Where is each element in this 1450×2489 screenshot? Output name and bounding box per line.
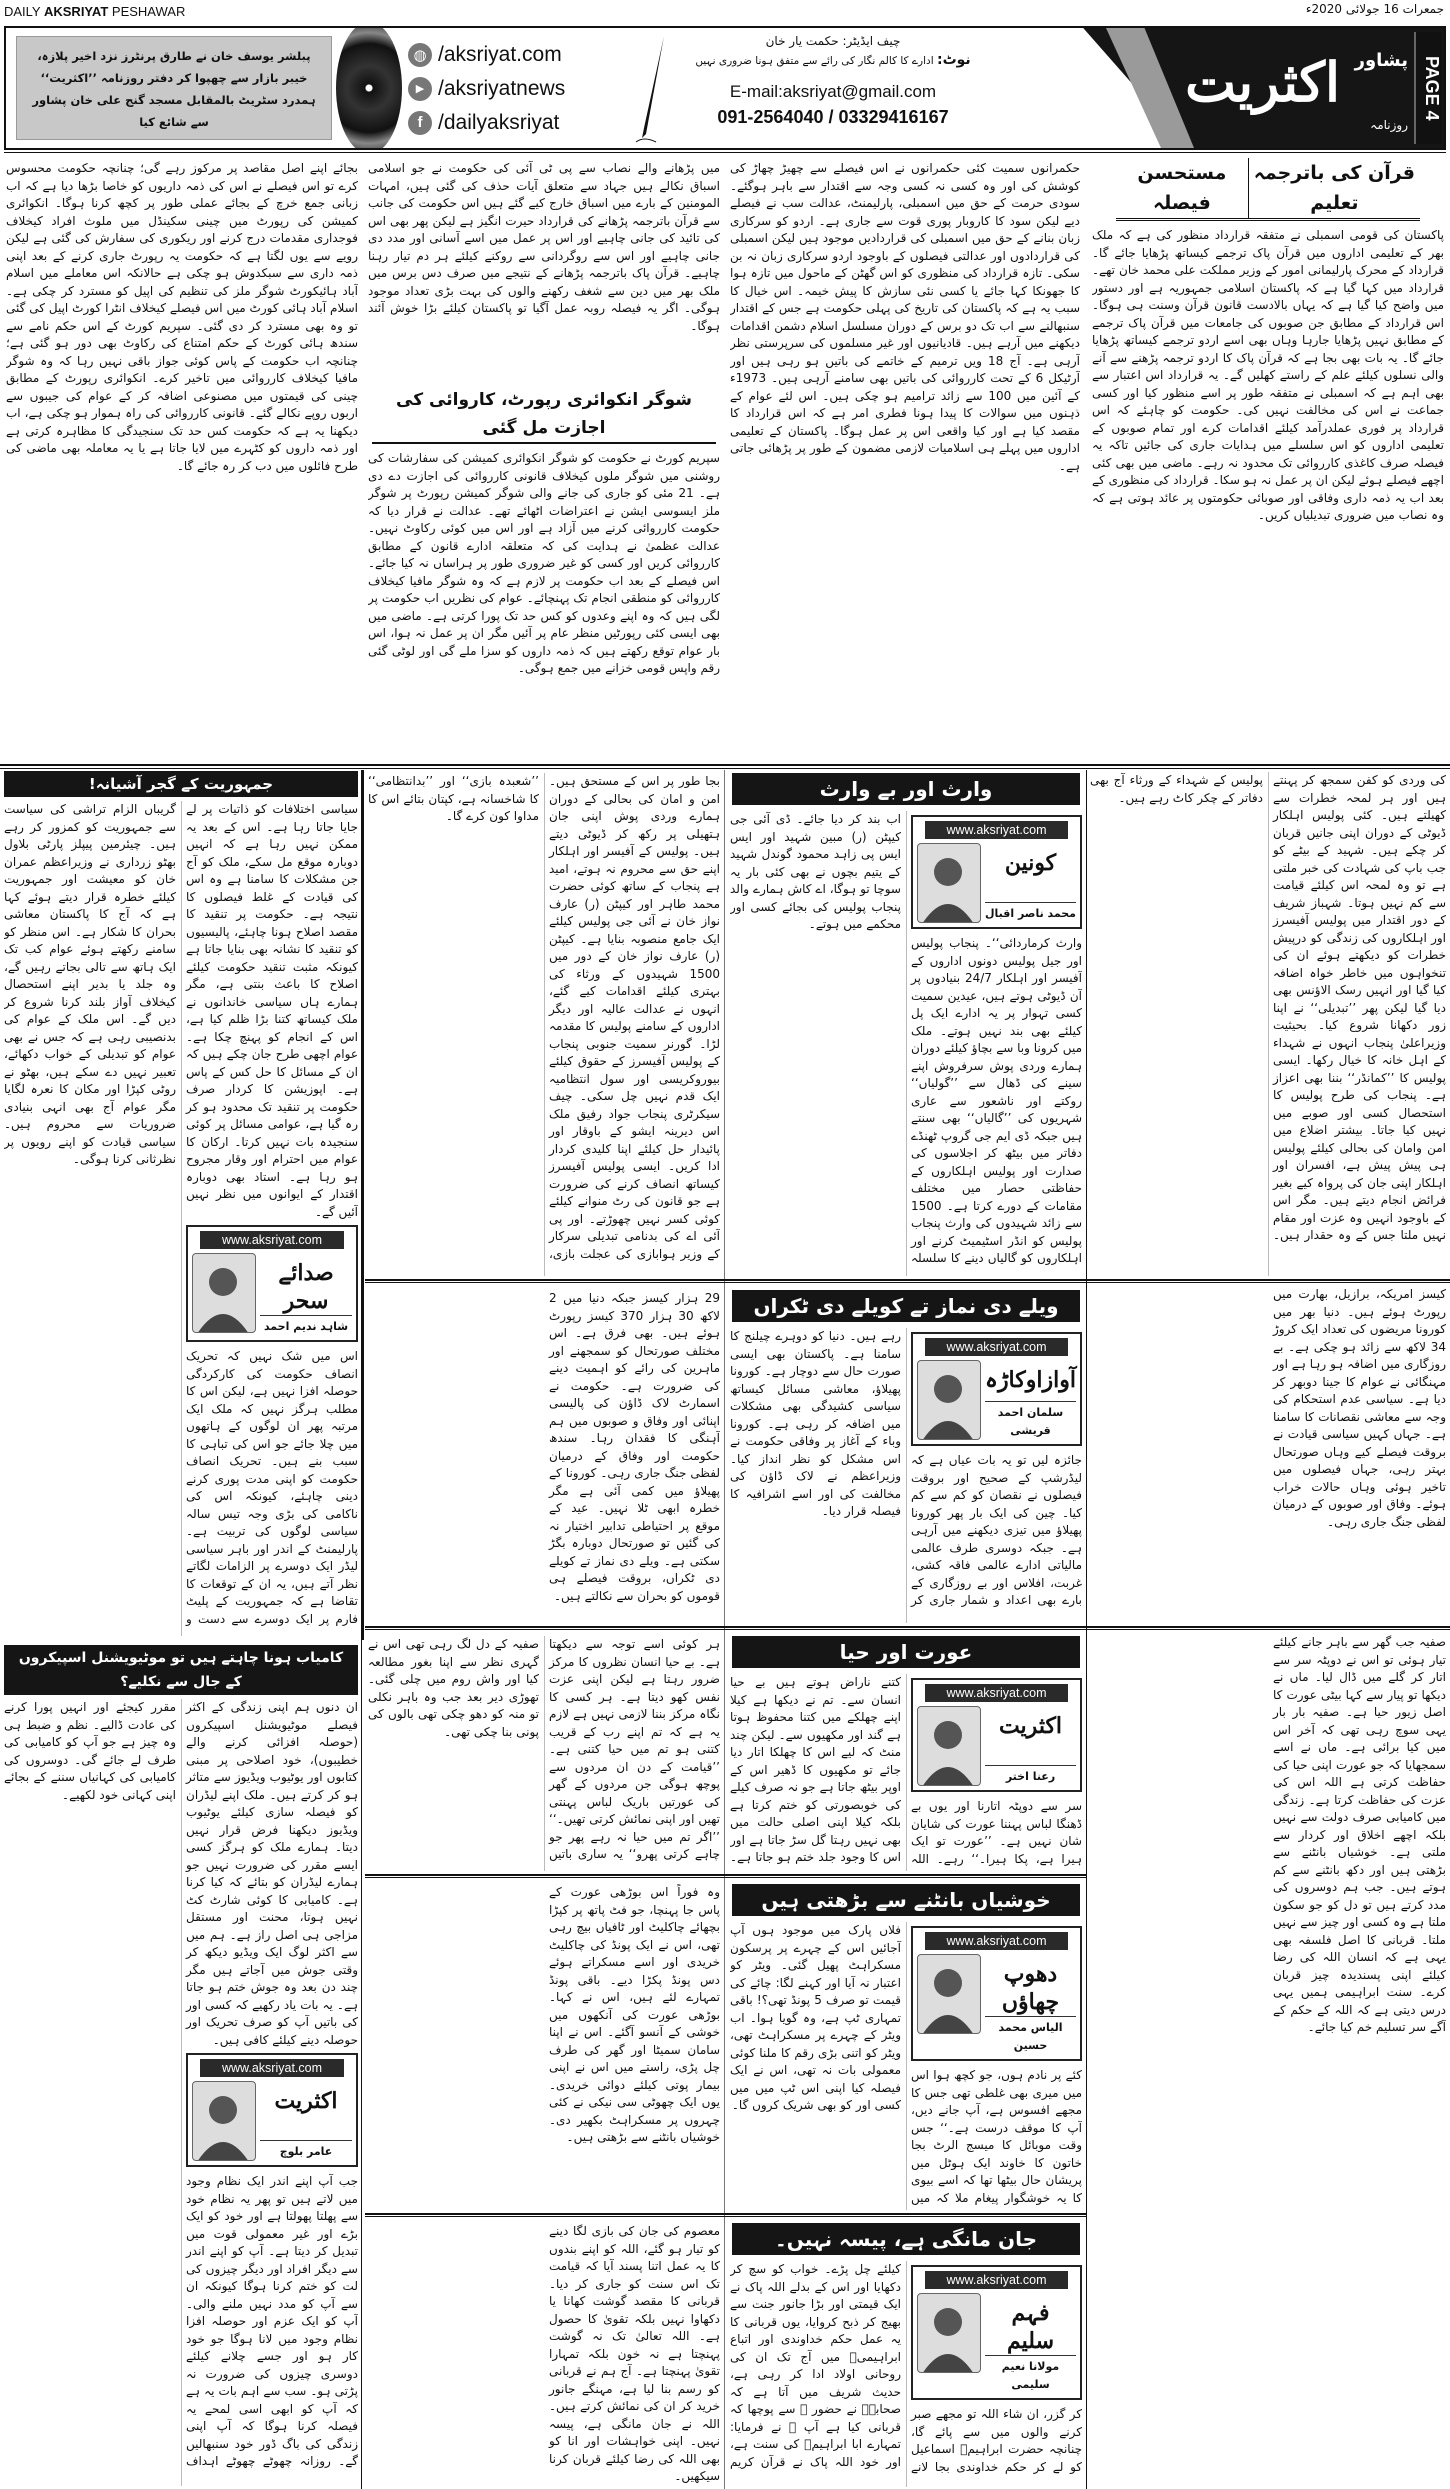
top-bar [0, 0, 1450, 22]
divider [365, 1279, 1450, 1283]
logo-prefix: روزنامہ [1370, 118, 1408, 132]
phone-numbers: 091-2564040 / 03329416167 [717, 107, 949, 127]
author-name: رعنا اختر [985, 1765, 1076, 1786]
article-continuation: وہ فوراً اس بوڑھی عورت کے پاس جا پہنچا، جو فٹ پاتھ پر کپڑا بچھائے چاکلیٹ اور ٹافیاں بیچ رہی تھی، اس نے ایک پونڈ کی چاکلیٹ خریدی اور اسے مسکراتے ہوئے دس پونڈ پکڑا دیے۔ باقی پونڈ تمہارے لئے ہیں، اس نے کہا۔ بوڑھی عورت کی آنکھوں میں خوشی کے آنسو آگئے۔ اس نے اپنا سامان سمیٹا اور گھر کی طرف چل پڑی، راستے میں اس نے اپنی بیمار پوتی کیلئے دوائی خریدی۔ یوں ایک چھوٹی سی نیکی نے کئی چہروں پر مسکراہٹ بکھیر دی۔ خوشیاں بانٹنے سے بڑھتی ہیں۔ [549, 1885, 720, 2144]
column-heading: کامیاب ہونا چاہتے ہیں تو موٹیویشنل اسپیکروں کے جال سے نکلیے؟ [4, 1645, 358, 1695]
author-box: www.aksriyat.com صدائے سحر شاہد ندیم احمد [186, 1225, 358, 1342]
paper-title: DAILY AKSRIYAT PESHAWAR [4, 4, 186, 19]
pen-icon [606, 34, 666, 146]
logo-city: پشاور [1354, 50, 1408, 71]
author-photo [192, 2081, 256, 2161]
publisher-info: پبلشر یوسف خان نے طارق پرنٹرز نزد اخیر پلازہ، خیبر بازار سے چھپوا کر دفتر روزنامہ ’’اکثریت‘‘ ہمدرد سٹریٹ بالمقابل مسجد گنج علی خان پشاور سے شائع کیا [16, 36, 332, 140]
column-heading: خوشیاں بانٹنے سے بڑھتی ہیں [732, 1884, 1080, 1916]
article-democracy: سیاسی اختلافات کو ذاتیات پر لے جایا جاتا رہا ہے۔ اس کے بعد یہ ممکن نہیں رہا ہے کہ انہیں دوبارہ موقع مل سکے، ملک کو آج جن مشکلات کا سامنا ہے وہ اس کی قیادت کے غلط فیصلوں کا نتیجہ ہے۔ حکومت پر تنقید کا مقصد اصلاح ہونا چاہئے، پالیسیوں کو تنقید کا نشانہ بھی بنایا جاتا ہے کیونکہ مثبت تنقید حکومت کیلئے اصلاح کا باعث بنتی ہے، مگر ہمارے ہاں سیاسی خاندانوں نے ملک کیساتھ کتنا بڑا ظلم کیا ہے، اس کے انجام کو پہنچ چکا ہے۔ عوام اچھی طرح جان چکے ہیں کہ ان کے مسائل کا حل کس کے پاس ہے۔ اپوزیشن کا کردار صرف حکومت پر تنقید تک محدود ہو کر رہ گیا ہے، عوامی مسائل پر کوئی سنجیدہ بات نہیں کرتا۔ ارکان کا عوام میں احترام اور وقار مجروح ہو رہا ہے۔ استاد بھی دوبارہ اقتدار کے ایوانوں میں نظر نہیں آئیں گے۔ www.aksriyat.com صدائے سحر شاہد ندیم احمد اس میں شک نہیں کہ تحریک انصاف حکومت کی کارکردگی حوصلہ افزا نہیں ہے، لیکن اس کا مطلب ہرگز نہیں کہ ملک ایک مرتبہ پھر ان لوگوں کے ہاتھوں میں چلا جائے جو اس کی تباہی کا سبب بنے ہیں۔ تحریک انصاف حکومت کو اپنی مدت پوری کرنے دینی چاہئے، کیونکہ اس کی ناکامی کی بڑی وجہ تیس سالہ سیاسی لوگوں کی تربیت ہے۔ پارلیمنٹ کے اندر اور باہر سیاسی لیڈر ایک دوسرے پر الزامات لگاتے نظر آتے ہیں، یہ ان کے توقعات کا تقاضا ہے کہ جمہوریت کے پلیٹ فارم پر ایک دوسرے سے دست و گریباں الزام تراشی کی سیاست سے جمہوریت کو کمزور کر رہے ہیں۔ چیئرمین پیپلز پارٹی بلاول بھٹو زرداری نے وزیراعظم عمران خان کو معیشت اور جمہوریت کیلئے خطرہ قرار دیتے ہوئے کہا ہے کہ آج کا پاکستان معاشی بحران کا شکار ہے۔ اس منظر کو سامنے رکھتے ہوئے عوام کب تک ایک ہاتھ سے تالی بجاتے رہیں گے، وہ جلد یا بدیر اپنے استحصال کیخلاف آواز بلند کرنا شروع کر دیں گے۔ اس ملک کے عوام کی بدنصیبی رہی ہے کہ جس نے بھی عوام کو تبدیلی کے خواب دکھائے، تعبیر نہیں دے سکے ہیں، بھٹو نے روٹی کپڑا اور مکان کا نعرہ لگایا مگر عوام آج بھی انہی بنیادی ضروریات سے محروم ہیں۔ سیاسی قیادت کو اپنے رویوں پر نظرثانی کرنا ہوگی۔ [4, 802, 358, 1626]
article-continued: صفیہ جب گھر سے باہر جانے کیلئے تیار ہوئی تو اس نے دوپٹہ سر سے اتار کر گلے میں ڈال لیا۔ ماں نے دیکھا تو پیار سے کہا بیٹی عورت کا اصل زیور حیا ہے۔ صفیہ بار بار یہی سوچ رہی تھی کہ آخر اس میں کیا برائی ہے۔ ماں نے اسے سمجھایا کہ جو عورت اپنی حیا کی حفاظت کرتی ہے اللہ اس کی عزت کی حفاظت کرتا ہے۔ زندگی میں کامیابی صرف دولت سے نہیں بلکہ اچھے اخلاق اور کردار سے ملتی ہے۔ خوشیاں بانٹنے سے بڑھتی ہیں اور دکھ بانٹنے سے کم ہوتے ہیں۔ جب ہم دوسروں کی مدد کرتے ہیں تو دل کو جو سکون ملتا ہے وہ کسی اور چیز سے نہیں ملتا۔ قربانی کا اصل فلسفہ بھی یہی ہے کہ انسان اللہ کی رضا کیلئے اپنی پسندیدہ چیز قربان کرے۔ سنت ابراہیمی ہمیں یہی درس دیتی ہے کہ اللہ کے حکم کے آگے سر تسلیم خم کیا جائے۔ [1273, 1635, 1446, 2034]
editorial-column-2: حکمرانوں سمیت کئی حکمرانوں نے اس فیصلے سے چھیڑ چھاڑ کی کوشش کی اور وہ کسی نہ کسی وجہ سے اقتدار سے باہر ہوگئے۔ سودی حرمت کے حق میں اسمبلی، پارلیمنٹ، عدالت سب نے فیصلے دیے لیکن سود کا کاروبار پوری قوت سے جاری ہے۔ اردو کو سرکاری زبان بنانے کے حق میں اسمبلی کی قراردادیں موجود ہیں لیکن اسمبلی کی قراردادوں اور عدالتی فیصلوں کے باوجود اردو سرکاری زبان نہ بن سکی۔ تازہ قرارداد کی منظوری کو اس گھٹن کے ماحول میں تازہ ہوا کا جھونکا کہا جائے یا کسی نئی سازش کا پیش خیمہ۔ اس خیال کا سبب یہ ہے کہ پاکستان کی تاریخ کی پہلی حکومت ہے جس کے اقتدار سنبھالنے سے اب تک دو برس کے دوران مسلسل اسلام دشمن اقدامات دیکھنے میں آرہے ہیں۔ قادیانیوں اور غیر مسلموں کی سرپرستی نظر آرہی ہے۔ آج 18 ویں ترمیم کے خاتمے کی باتیں ہو رہی ہیں اور آرٹیکل 6 کے تحت کارروائی کی باتیں بھی سامنے آرہی ہیں۔ 1973ء کے آئین میں 100 سے زائد ترامیم ہو چکی ہیں۔ اس لئے عوام کے ذہنوں میں سوالات کا پیدا ہونا فطری امر ہے کہ اس قرارداد کا مقصد کیا ہے اور کیا واقعی اس پر عمل ہوگا۔ پاکستان کے تعلیمی اداروں میں پہلے ہی اسلامیات لازمی مضمون کے طور پر پڑھائی جاتی ہے۔ [730, 161, 1080, 473]
masthead [4, 26, 1446, 150]
author-photo [917, 843, 981, 923]
author-photo [917, 1706, 981, 1786]
article-part: www.aksriyat.com دھوپ چھاؤں الیاس محمد حسین کئے پر نادم ہوں، جو کچھ ہوا اس میں میری بھی غلطی تھی جس کا مجھے افسوس ہے، آپ جانے دیں، آپ کا موقف درست ہے۔‘‘ جس وقت موبائل کا میسج الرٹ بجا خاتون کا خاوند ایک ہوٹل میں پریشان حال بیٹھا تھا کہ اسے بیوی کا یہ خوشگوار پیغام ملا کہ میں فلاں پارک میں موجود ہوں آپ آجائیں اس کے چہرے پر پرسکون مسکراہٹ پھیل گئی۔ ویٹر کو اعتبار نہ آیا اور کہنے لگا: چائے کی قیمت تو صرف 5 پونڈ تھی؟! باقی تمہاری ٹپ ہے، وہ گویا ہوا۔ اب ویٹر کے چہرے پر مسکراہٹ تھی، ویٹر کو اتنی بڑی رقم کا ملنا کوئی معمولی بات نہ تھی، اس نے ایک فیصلہ کیا اپنی اس ٹپ میں میں کسی اور کو بھی شریک کروں گا۔ [730, 1923, 1082, 2205]
author-column-name: فہم سلیم [1007, 2300, 1054, 2354]
column-heading: جمہوریت کے گجر آشیانہ! [4, 771, 358, 797]
article-part: www.aksriyat.com فہم سلیم مولانا نعیم سلیمی کر گزر، ان شاء اللہ تو مجھے صبر کرنے والوں میں سے پائے گا، چنانچہ حضرت ابراہیمؑ اسماعیل کو لے کر حکم خداوندی بجا لانے کیلئے چل پڑے۔ خواب کو سچ کر دکھایا اور اس کے بدلے اللہ پاک نے ایک قیمتی اور بڑا جانور جنت سے بھیج کر ذبح کروایا، یوں قربانی کا یہ عمل حکم خداوندی اور اتباع ابراہیمیؑ میں آج تک ان کی روحانی اولاد ادا کر رہی ہے، حدیث شریف میں آتا ہے کہ صحابہؓ نے حضور ﷺ سے پوچھا کہ قربانی کیا ہے آپ ﷺ نے فرمایا: تمہارے ابا ابراہیمؑ کی سنت ہے، اور خود اللہ پاک نے قرآن کریم [730, 2262, 1082, 2474]
editorial-column-1: پاکستان کی قومی اسمبلی نے متفقہ قرارداد منظور کی ہے کہ ملک بھر کے تعلیمی اداروں میں قرآن پاک ترجمے کیساتھ پڑھایا جائے گا۔ قرارداد کے محرک پارلیمانی امور کے وزیر مملکت علی محمد خان تھے۔ قرارداد میں کہا گیا ہے کہ پاکستان اسلامی جمہوریہ ہے اور دستور میں واضح کیا گیا ہے کہ یہاں بالادست قانون قرآن وسنت ہی ہوگا۔ اس قرارداد کے مطابق جن صوبوں کی جامعات میں قرآن پاک ترجمے کے مطابق نہیں پڑھایا جارہا وہاں بھی اسے اردو ترجمے کیساتھ پڑھایا جائے گا۔ یہ بات بھی بجا ہے کہ قرآن پاک کا اردو ترجمہ پڑھنے سے آنے والی نسلوں کیلئے علم کے راستے کھلیں گے۔ یہ قرارداد اس اعتبار سے بھی اہم ہے کہ اسمبلی نے متفقہ طور پر اسے منظور کیا اور کسی جماعت نے اس کی مخالفت نہیں کی۔ حکومت کو چاہئے کہ اس قرارداد پر فوری عملدرآمد کیلئے اقدامات کرے اور تمام صوبوں کے تعلیمی اداروں کو اس سلسلے میں ہدایات جاری کی جائیں تاکہ یہ فیصلہ صرف کاغذی کارروائی تک محدود نہ رہے۔ ماضی میں بھی کئی اچھے فیصلے ہوئے لیکن ان پر عمل نہ ہو سکا۔ قرارداد کی منظوری کے بعد اب یہ ذمہ داری وفاقی اور صوبائی حکومتوں پر عائد ہوتی ہے کہ وہ نصاب میں ضروری تبدیلیاں کریں۔ [1092, 228, 1444, 522]
social-web: ◍ /aksriyat.com [408, 38, 604, 72]
issue-date: جمعرات 16 جولائی 2020ء [1305, 2, 1444, 16]
decorative-disc [336, 26, 402, 150]
article-part: www.aksriyat.com آوازاوکاڑہ سلمان احمد قریشی جائزہ لیں تو یہ بات عیاں ہے کہ لیڈرشپ کے صحیح اور بروقت فیصلوں نے نقصان کو کم سے کم کیا۔ چین کی ایک بار پھر کورونا پھیلاؤ میں تیزی دیکھنے میں آرہی ہے۔ جبکہ دوسری طرف عالمی مالیاتی ادارے عالمی فاقہ کشی، غربت، افلاس اور بے روزگاری کے بارے بھی اعداد و شمار جاری کر رہے ہیں۔ دنیا کو دوہرے چیلنج کا سامنا ہے۔ پاکستان بھی ایسی صورت حال سے دوچار ہے۔ کورونا پھیلاؤ، معاشی مسائل کیساتھ سیاسی کشیدگی بھی مشکلات میں اضافہ کر رہی ہے۔ کورونا وباء کے آغاز پر وفاقی حکومت نے اس مشکل کو نظر انداز کیا۔ وزیراعظم نے لاک ڈاؤن کی مخالفت کی اور اسے اشرافیہ کا فیصلہ قرار دیا۔ [730, 1329, 1082, 1607]
article-corona: کیسز امریکہ، برازیل، بھارت میں رپورٹ ہوئے ہیں۔ دنیا بھر میں کورونا مریضوں کی تعداد ایک کروڑ 34 لاکھ سے زائد ہو چکی ہے۔ بے روزگاری میں اضافہ ہو رہا ہے اور مہنگائی نے عوام کا جینا دوبھر کر دیا ہے۔ سیاسی عدم استحکام کی وجہ سے معاشی نقصانات کا سامنا ہے۔ جہاں کہیں سیاسی قیادت نے بروقت فیصلے کیے وہاں صورتحال بہتر رہی، جہاں فیصلوں میں تاخیر ہوئی وہاں حالات خراب ہوئے۔ وفاق اور صوبوں کے درمیان لفظی جنگ جاری رہی۔ [1273, 1287, 1446, 1529]
author-column-name: آوازاوکاڑہ [985, 1367, 1076, 1393]
article-police: کی وردی کو کفن سمجھ کر پہنتے ہیں اور ہر لمحہ خطرات سے کھیلتے ہیں۔ کئی پولیس اہلکار ڈیوٹی کے دوران اپنی جانیں قربان کر چکے ہیں۔ شہید کے بیٹے کو جب باپ کی شہادت کی خبر ملتی ہے تو وہ لمحہ اس کیلئے قیامت سے کم نہیں ہوتا۔ شہباز شریف کے دور اقتدار میں پولیس آفیسرز اور اہلکاروں کی زندگی کو درپیش خطرات کو دیکھتے ہوئے ان کی تنخواہوں میں خاطر خواہ اضافہ کیا گیا اور انہیں رسک الاؤنس بھی دیا گیا لیکن پھر ’’تبدیلی‘‘ نے اپنا زور دکھانا شروع کیا۔ بحیثیت وزیراعلیٰ پنجاب انہوں نے شہداء کے اہل خانہ کا خیال رکھا۔ ایسی پولیس کا ’’کمانڈر‘‘ بننا بھی اعزاز ہے۔ پنجاب کی طرح پولیس کا استحصال کسی اور صوبے میں نہیں کیا جاتا۔ بیشتر اضلاع میں امن وامان کی بحالی کیلئے پولیس ہی پیش پیش ہے، افسران اور اہلکار اپنی جان کی پرواہ کیے بغیر فرائض انجام دیتے ہیں۔ مگر اس کے باوجود انہیں وہ عزت اور مقام نہیں ملتا جس کے وہ حقدار ہیں۔ پولیس کے شہداء کے ورثاء آج بھی دفاتر کے چکر کاٹ رہے ہیں۔ [1090, 773, 1446, 1242]
article [730, 1884, 1082, 2210]
social-youtube: ▶ /aksriyatnews [408, 72, 604, 106]
article-continuation: معصوم کی جان کی بازی لگا دینے کو تیار ہو گئے، اللہ کو اپنے بندوں کا یہ عمل اتنا پسند آیا کہ قیامت تک اس سنت کو جاری کر دیا۔ قربانی کا مقصد گوشت کھانا یا دکھاوا نہیں بلکہ تقویٰ کا حصول ہے۔ اللہ تعالیٰ تک نہ گوشت پہنچتا ہے نہ خون بلکہ تمہارا تقویٰ پہنچتا ہے۔ آج ہم نے قربانی کو رسم بنا لیا ہے، مہنگے جانور خرید کر ان کی نمائش کرتے ہیں۔ اللہ نے جان مانگی ہے، پیسہ نہیں۔ اپنی خواہشات اور انا کو بھی اللہ کی رضا کیلئے قربان کرنا سیکھیں۔ [549, 2224, 720, 2483]
article-continuation: بجا طور پر اس کے مستحق ہیں۔ امن و امان کی بحالی کے دوران ہمارے وردی پوش اپنی جان ہتھیلی پر رکھ کر ڈیوٹی دیتے ہیں۔ پولیس کے آفیسر اور اہلکار اپنے حق سے محروم نہ ہوتے، امید ہے پنجاب کے ساتھ کوئی حضرت محمد طاہر اور کیپٹن (ر) عارف نواز خان نے آئی جی پولیس کیلئے ایک جامع منصوبہ بنایا ہے۔ کیپٹن (ر) عارف نواز خان کے دور میں 1500 شہیدوں کے ورثاء کی بہتری کیلئے اقدامات کیے گئے، انہوں نے عدالت عالیہ اور دیگر اداروں کے سامنے پولیس کا مقدمہ لڑا۔ گورنر سمیت جنوبی پنجاب کے پولیس آفیسرز کے حقوق کیلئے بیوروکریسی اور سول انتظامیہ ایک قدم نہیں چل سکی۔ چیف سیکرٹری پنجاب جواد رفیق ملک اس دیرینہ ایشو کے باوقار اور پائیدار حل کیلئے اپنا کلیدی کردار ادا کریں۔ ایسی پولیس آفیسرز کیساتھ انصاف کرنے کی ضرورت ہے جو قانون کی رٹ منوانے کیلئے کوئی کسر نہیں چھوڑتے۔ اور پی آئی اے کی بدنامی تبدیلی سرکار کے وزیر ہوابازی کی عجلت بازی، ’’شعبدہ بازی‘‘ اور ’’بدانتظامی‘‘ کا شاخسانہ ہے، کپتان بتائے اس کا مداوا کون کرے گا۔ [368, 774, 720, 1261]
column-heading: عورت اور حیا [732, 1636, 1080, 1668]
author-photo [917, 1954, 981, 2034]
column-1-top [4, 771, 358, 1636]
social-links [408, 38, 604, 140]
author-column-name: کونین [1004, 850, 1057, 876]
author-photo [917, 1360, 981, 1440]
divider [365, 1626, 1450, 1630]
author-name: سلمان احمد قریشی [985, 1401, 1076, 1440]
column-rule [361, 770, 364, 1640]
column-heading: جان مانگی ہے، پیسہ نہیں۔ [732, 2223, 1080, 2255]
author-column-name: دھوپ چھاؤں [1001, 1961, 1060, 2015]
section-divider [0, 764, 1450, 769]
chief-editor: چیف ایڈیٹر: حکمت یار خان [765, 34, 901, 48]
author-name: محمد ناصر اقبال [985, 902, 1076, 923]
divider [365, 1874, 1086, 1878]
social-facebook: f /dailyaksriyat [408, 106, 604, 140]
column-1-bottom [4, 1645, 358, 2486]
disclaimer: نوٹ: ادارے کا کالم نگار کی رائے سے متفق ہونا ضروری نہیں [695, 52, 971, 68]
youtube-icon: ▶ [408, 77, 432, 101]
column-heading: وارث اور بے وارث [732, 773, 1080, 805]
article [730, 2223, 1082, 2487]
author-box: www.aksriyat.com کونین محمد ناصر اقبال [911, 815, 1082, 929]
article-motivation: ان دنوں ہم اپنی زندگی کے اکثر فیصلے موٹیویشنل اسپیکروں (حوصلہ افزائی کرنے والے خطیبوں)، خود اصلاحی پر مبنی کتابوں اور یوٹیوب ویڈیوز سے متاثر ہو کر کرتے ہیں۔ ملک اپنے لیڈران کو فیصلہ سازی کیلئے یوٹیوب ویڈیوز دیکھنا فرض قرار نہیں دیتا۔ ہمارے ملک کو ہرگز کسی ایسے مقرر کی ضرورت نہیں جو ہمارے لیڈران کو بتائے کہ کیا کرنا ہے۔ کامیابی کا کوئی شارٹ کٹ نہیں ہوتا، محنت اور مستقل مزاجی ہی اصل راز ہے۔ ہم میں سے اکثر لوگ ایک ویڈیو دیکھ کر وقتی جوش میں آجاتے ہیں مگر چند دن بعد وہ جوش ختم ہو جاتا ہے۔ یہ بات یاد رکھیے کہ کسی اور کی باتیں آپ کو صرف تحریک اور حوصلہ دینے کیلئے کافی ہیں۔ www.aksriyat.com اکثریت عامر بلوچ جب آپ اپنے اندر ایک نظام وجود میں لاتے ہیں تو پھر یہ نظام خود سے پھلتا پھولتا ہے اور خود کو ایک بڑے اور غیر معمولی قوت میں تبدیل کر دیتا ہے۔ آپ کو اپنے اندر سے دیگر افراد اور دیگر چیزوں کی لت کو ختم کرنا ہوگا کیونکہ ان سے آپ کو مدد نہیں ملنے والی۔ آپ کو ایک عزم اور حوصلہ افزا نظام وجود میں لانا ہوگا جو خود کار ہو اور جسے چلانے کیلئے دوسری چیزوں کی ضرورت نہ پڑتی ہو۔ سب سے اہم بات یہ ہے کہ آپ کو ابھی اسی لمحے یہ فیصلہ کرنا ہوگا کہ آپ اپنی زندگی کی باگ ڈور خود سنبھالیں گے۔ روزانہ چھوٹے چھوٹے اہداف مقرر کیجئے اور انہیں پورا کرنے کی عادت ڈالیے۔ نظم و ضبط ہی وہ چیز ہے جو آپ کو کامیابی کی طرف لے جائے گی۔ دوسروں کی کامیابی کی کہانیاں سننے کے بجائے اپنی کہانی خود لکھیے۔ [4, 1700, 358, 2468]
article [730, 773, 1082, 1276]
author-photo [917, 2293, 981, 2373]
facebook-icon: f [408, 111, 432, 135]
article [730, 1636, 1082, 1871]
author-box: www.aksriyat.com آوازاوکاڑہ سلمان احمد قریشی [911, 1332, 1082, 1446]
column-rule [361, 1640, 362, 2489]
divider [4, 152, 1446, 153]
author-column-name: اکثریت [998, 1713, 1063, 1739]
article-continuation: ہر کوئی اسے توجہ سے دیکھتا ہے۔ بے حیا انسان نظروں کا مرکز ضرور رہتا ہے لیکن اپنی عزت نفس کھو دیتا ہے۔ ہر کسی کا نگاہ مرکز بننا لازمی نہیں ہے لازم یہ ہے کہ تم اپنے رب کے قریب کتنی ہو تم میں حیا کتنی ہے۔ ’’قیامت کے دن ان مردوں سے پوچھ ہوگی جن مردوں کے گھر کی عورتیں باریک لباس پہنتی تھیں اور اپنی نمائش کرتی تھیں۔‘‘ ’’اگر تم میں حیا نہ رہے پھر جو چاہے کرتی پھرو‘‘ یہ ساری باتیں صفیہ کے دل لگ رہی تھی اس نے گہری نظر سے اپنا بغور مطالعہ کیا اور واش روم میں چلی گئی۔ تھوڑی دیر بعد جب وہ باہر نکلی تو منہ کو دھو چکی تھی بالوں کی پونی بنا چکی تھی۔ [368, 1637, 720, 1861]
author-box: www.aksriyat.com اکثریت رعنا اختر [911, 1678, 1082, 1792]
author-photo [192, 1253, 256, 1333]
column-heading: ویلے دی نماز تے کویلے دی ٹکراں [732, 1290, 1080, 1322]
globe-icon: ◍ [408, 43, 432, 67]
logo: اکثریت [1185, 50, 1340, 114]
editorial-column-3: میں پڑھانے والے نصاب سے پی ٹی آئی کی حکومت نے جو اسلامی اسباق نکالے ہیں جہاد سے متعلق آیات حذف کی گئی ہیں، امہات المومنین کے بارے میں اسباق خارج کیے گئے ہیں اس حکومت کی جانب سے قرآن باترجمہ پڑھانے کی قرارداد حیرت انگیز ہے لیکن پھر بھی اس کی تائید کی جانی چاہیے اور اس پر عمل میں اسے آسانی اور مدد دی جانی چاہیے اور اس سے روگردانی سے روکنے کیلئے ہر دم تیار رہنا چاہیے۔ قرآن پاک باترجمہ پڑھانے کے نتیجے میں صرف دس برس میں ملک بھر میں دین سے شغف رکھنے والوں کی بہت بڑی تعداد موجود ہوگی۔ اگر یہ فیصلہ روبہ عمل آگیا تو پاکستان کیلئے بڑا خوش آئند ہوگا۔ [368, 161, 720, 333]
sub-editorial-block [368, 386, 720, 764]
sub-editorial-text: سپریم کورٹ نے حکومت کو شوگر انکوائری کمیشن کی سفارشات کی روشنی میں شوگر ملوں کیخلاف قانونی کارروائی کی اجازت دے دی ہے۔ 21 مئی کو جاری کی جانے والی شوگر کمیشن رپورٹ پر شوگر ملز ایسوسی ایشن نے اعتراضات اٹھائے تھے۔ عدالت نے قرار دیا کہ حکومت کارروائی کرنے میں آزاد ہے اور اس میں کوئی رکاوٹ نہیں۔ عدالت عظمیٰ نے ہدایت کی کہ متعلقہ ادارے قانون کے مطابق کارروائی کریں اور کسی کو غیر ضروری طور پر ہراساں نہ کیا جائے۔ اس فیصلے کے بعد اب حکومت پر لازم ہے کہ وہ شوگر مافیا کیخلاف کارروائی کو منطقی انجام تک پہنچائے۔ عوام کی نظریں اب حکومت پر لگی ہیں کہ وہ اپنے وعدوں کو کس حد تک پورا کرتی ہے۔ ماضی میں بھی ایسی کئی رپورٹیں منظر عام پر آئیں مگر ان پر عمل نہ ہوا، اس بار عوام توقع رکھتے ہیں کہ ذمہ داروں کو سزا ملے گی اور لوٹی گئی رقم واپس قومی خزانے میں جمع ہوگی۔ [368, 451, 720, 675]
editorial-headline: قرآن کی باترجمہ تعلیم مستحسن فیصلہ [1116, 158, 1420, 221]
author-name: مولانا نعیم سلیمی [985, 2355, 1076, 2394]
author-box: www.aksriyat.com دھوپ چھاؤں الیاس محمد حسین [911, 1926, 1082, 2061]
email[interactable]: E-mail:aksriyat@gmail.com [729, 82, 937, 101]
article-part: www.aksriyat.com کونین محمد ناصر اقبال وارث کرماردائی‘‘۔ پنجاب پولیس اور جیل پولیس دونوں اداروں کے آفیسر اور اہلکار 24/7 بنیادوں پر آن ڈیوٹی ہوتے ہیں، عیدین سمیت کسی تہوار پر یہ ادارے ایک پل کیلئے بھی بند نہیں ہوتے۔ ملک میں کرونا وبا سے بچاؤ کیلئے دوران ہمارے وردی پوش سرفروش اپنے سینے کی ڈھال سے ’’گولیاں‘‘ روکتے اور ناشعور سے عاری شہریوں کی ’’گالیاں‘‘ بھی سنتے ہیں جبکہ ڈی ایم جی گروپ ٹھنڈے دفاتر میں بیٹھ کر اجلاسوں کی صدارت اور پولیس اہلکاروں کے حفاظتی حصار میں مختلف مقامات کے دورے کرتا ہے۔ 1500 سے زائد شہیدوں کی وارث پنجاب پولیس کو انڈر اسٹیمیٹ کرنے اور اہلکاروں کو گالیاں دینے کا سلسلہ اب بند کر دیا جائے۔ ڈی آئی جی کیپٹن (ر) مبین شہید اور ایس ایس پی زاہد محمود گوندل شہید کے یتیم بچوں نے بھی کئی بار یہ سوچا تو ہوگا، اے کاش ہمارے والد پنجاب پولیس کی بجائے کسی اور محکمے میں ہوتے۔ [730, 812, 1082, 1265]
editorial-column-4: بجائے اپنے اصل مقاصد پر مرکوز رہے گی؛ چنانچہ حکومت محسوس کرے تو اس فیصلے نے اس کی ذمہ داریوں کو خاصا بڑھا دیا ہے کہ اب زبانی جمع خرچ کے بجائے عملی طور پر کچھ کرنا ہوگا۔ انکوائری کمیشن کی رپورٹ میں چینی سکینڈل میں ملوث افراد کیخلاف فوجداری مقدمات درج کرنے اور ریکوری کی سفارش کی گئی ہے لیکن رویے سے یوں لگتا ہے کہ حکومت یہ رپورٹ جاری کرنے کے بعد اپنی ذمہ داری سے سبکدوش ہو چکی ہے حالانکہ اس معاملے میں اسلام آباد ہائیکورٹ شوگر ملز کی تنظیم کی اپیل کو مسترد کر چکی ہے۔ اسلام آباد ہائی کورٹ میں اس فیصلے کیخلاف انٹرا کورٹ اپیل کی گئی تو وہ بھی مسترد کر دی گئی۔ سپریم کورٹ کے اس حکم نامے سے سندھ ہائی کورٹ کے حکم امتناع کی رکاوٹ بھی دور ہو گئی ہے؛ چنانچہ اب حکومت کے پاس کوئی جواز باقی نہیں رہا کہ وہ شوگر مافیا کیخلاف کارروائی میں تاخیر کرے۔ انکوائری رپورٹ کے مطابق چینی کی قیمتوں میں مصنوعی اضافہ کر کے عوام کی جیبوں سے اربوں روپے نکالے گئے۔ قانونی کارروائی کی راہ ہموار ہو چکی ہے، اب دیکھنا یہ ہے کہ حکومت کس حد تک سنجیدگی کا مظاہرہ کرتی ہے اور ذمہ داروں کو کٹہرے میں لایا جاتا ہے یا یہ معاملہ بھی ماضی کی طرح فائلوں میں دب کر رہ جائے گا۔ [6, 161, 358, 473]
page-number-tab: PAGE 4 [1414, 32, 1442, 144]
masthead-info [668, 32, 998, 129]
divider [365, 2213, 1086, 2217]
author-box: www.aksriyat.com فہم سلیم مولانا نعیم سلیمی [911, 2265, 1082, 2400]
article-continuation: 29 ہزار کیسز جبکہ دنیا میں 2 لاکھ 30 ہزار 370 کیسز رپورٹ ہوئے ہیں۔ بھی فرق ہے۔ اس مختلف صورتحال کو سمجھنے اور ماہرین کی رائے کو اہمیت دینے کی ضرورت ہے۔ حکومت نے اسمارٹ لاک ڈاؤن کی پالیسی اپنائی اور وفاق و صوبوں میں ہم آہنگی کا فقدان رہا۔ سندھ حکومت اور وفاق کے درمیان لفظی جنگ جاری رہی۔ کورونا کے پھیلاؤ میں کمی آئی ہے مگر خطرہ ابھی ٹلا نہیں۔ عید کے موقع پر احتیاطی تدابیر اختیار نہ کی گئیں تو صورتحال دوبارہ بگڑ سکتی ہے۔ ویلے دی نماز تے کویلے دی ٹکراں، بروقت فیصلے ہی قوموں کو بحران سے نکالتے ہیں۔ [549, 1291, 720, 1603]
article [730, 1290, 1082, 1623]
author-name: الیاس محمد حسین [985, 2016, 1076, 2055]
editorial-block [1092, 158, 1444, 764]
author-box: www.aksriyat.com اکثریت عامر بلوچ [186, 2053, 358, 2167]
sub-editorial-headline: شوگر انکوائری رپورٹ، کاروائی کی اجازت مل گئی [372, 386, 716, 444]
article-part: www.aksriyat.com اکثریت رعنا اختر سر سے دوپٹہ اتارنا اور یوں بے ڈھنگا لباس پہننا عورت کی شایان شان نہیں ہے۔ ’’عورت تو ایک ہیرا ہے، پکا ہیرا۔‘‘ رہے۔ اللہ کتنے ناراض ہوتے ہیں بے حیا انسان سے۔ تم نے دیکھا ہے کیلا اپنے چھلکے میں کتنا محفوظ ہوتا ہے گند اور مکھیوں سے۔ لیکن چند منٹ کہ لیے اس کا چھلکا اتار دیا جائے تو مکھیوں کا ڈھیر اس کے اوپر بیٹھ جاتا ہے جو نہ صرف کیلے کی خوبصورتی کو ختم کرتا ہے بلکہ کیلا اپنی اصلی حالت میں بھی نہیں رہتا گل سڑ جاتا ہے اور اس کا وجود جلد ختم ہو جاتا ہے۔ [730, 1675, 1082, 1866]
